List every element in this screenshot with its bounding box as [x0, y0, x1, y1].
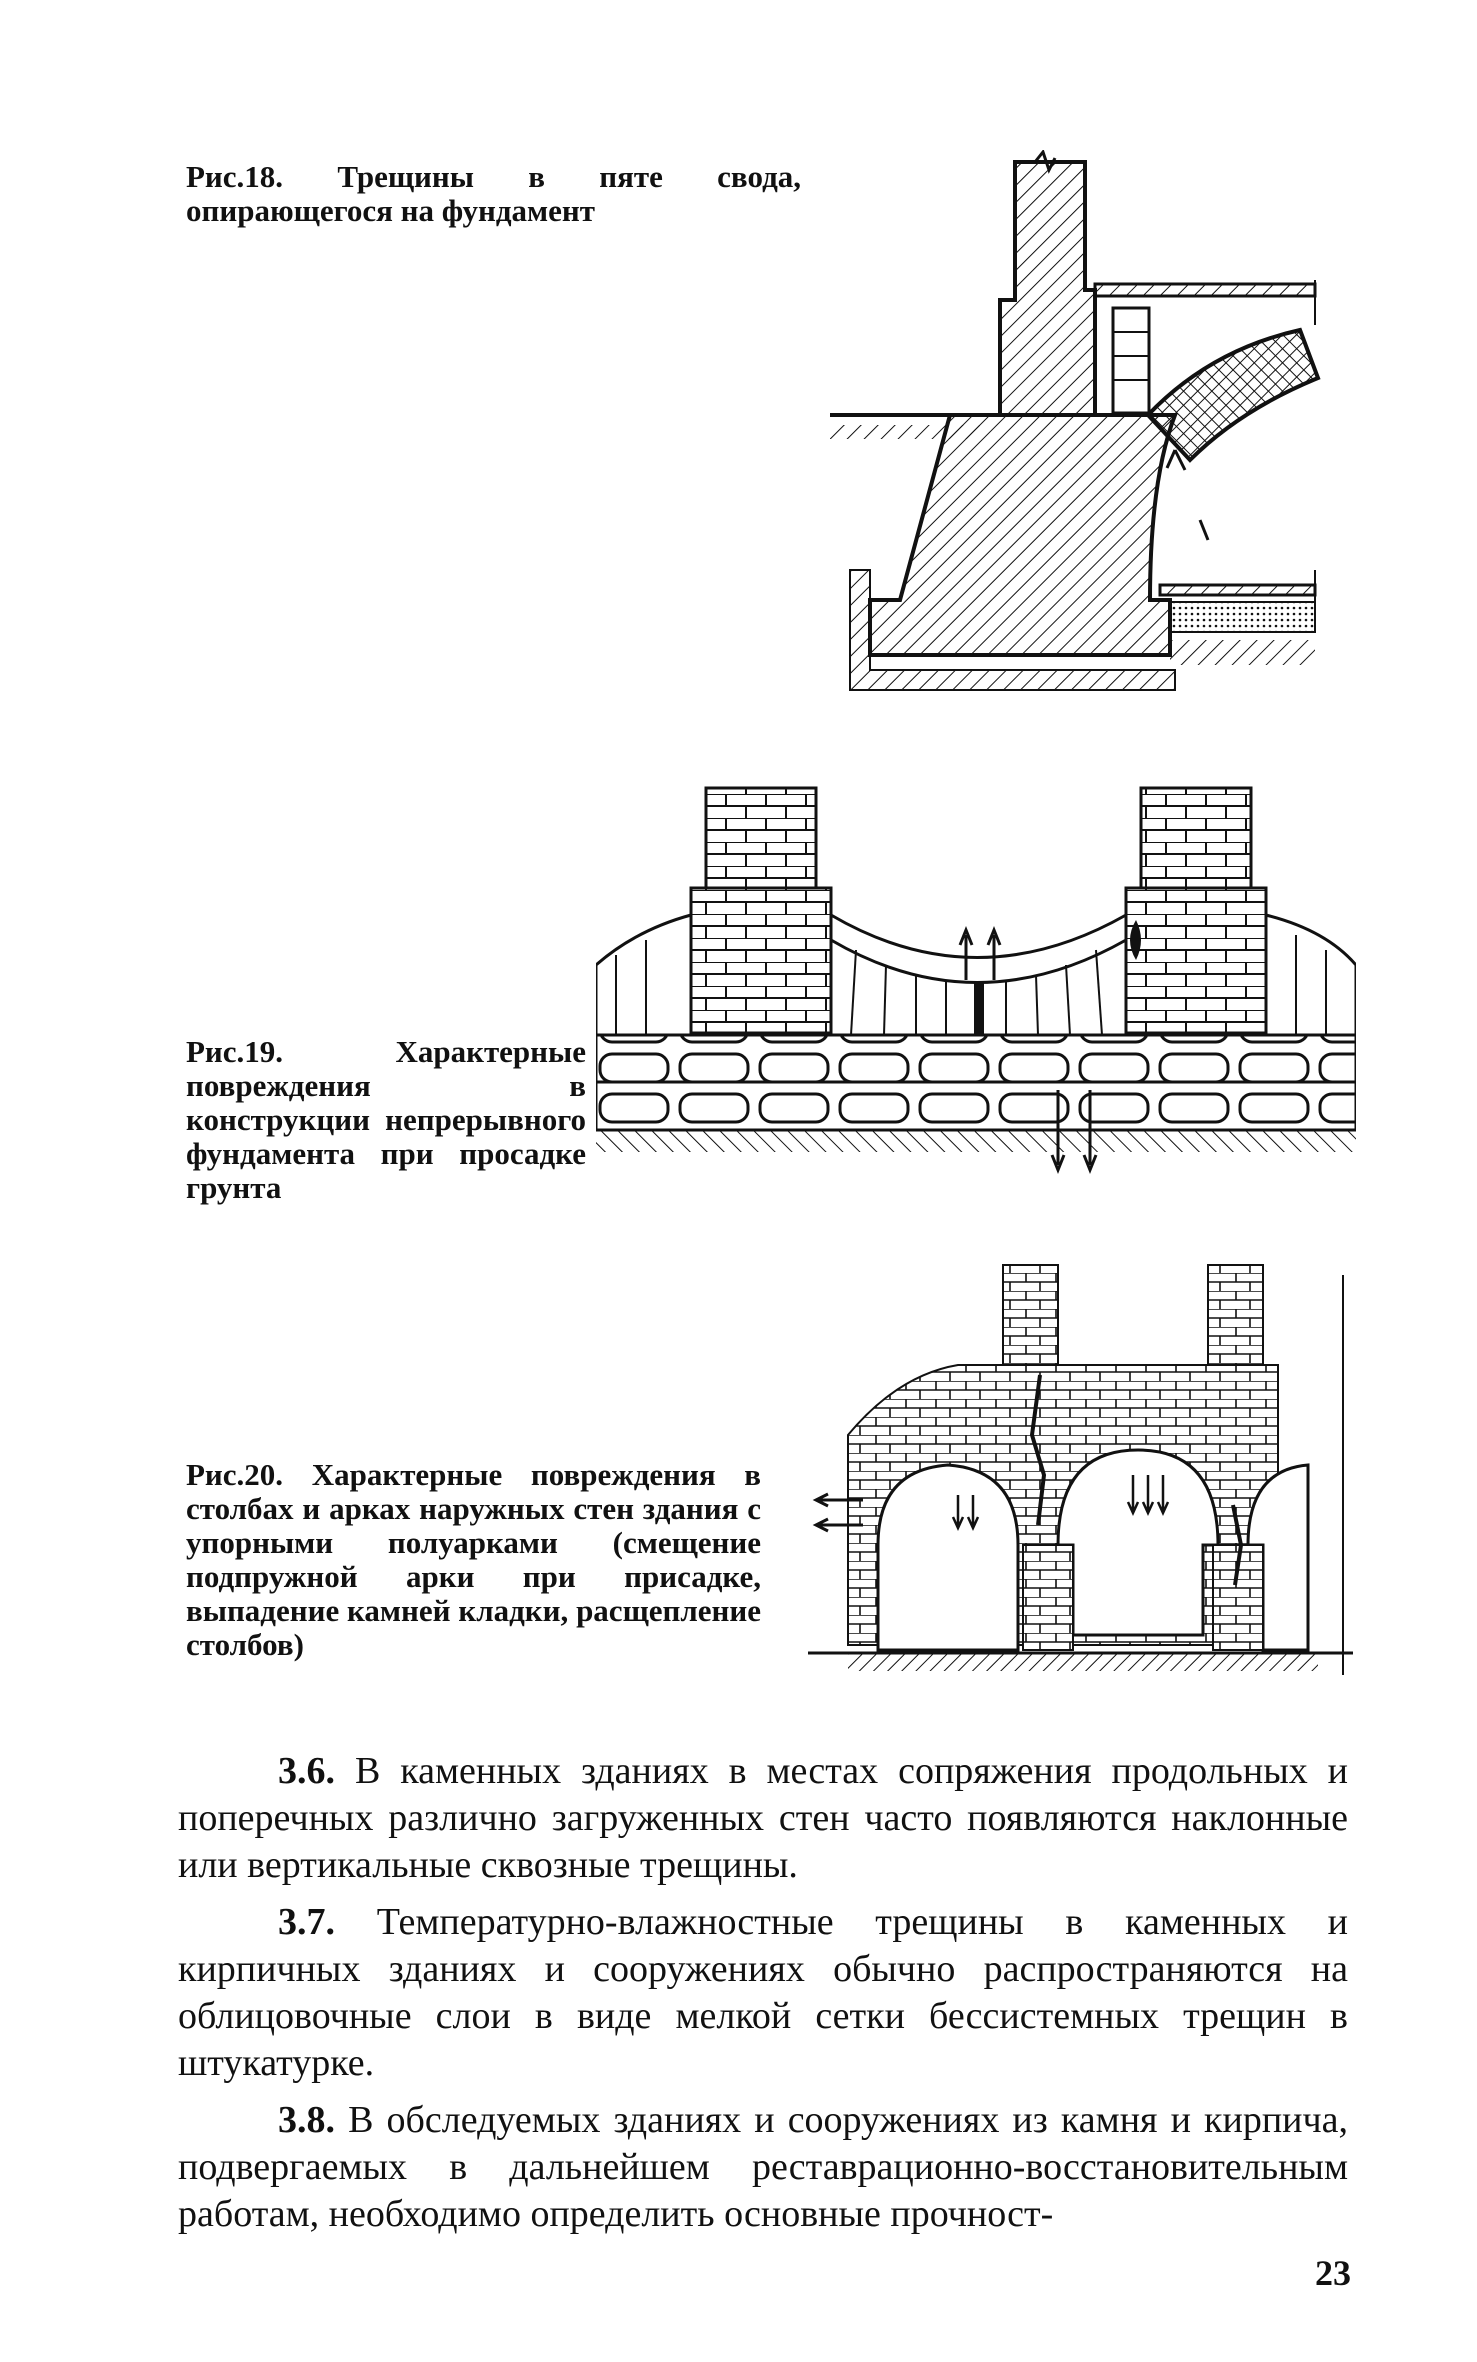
figure-18-caption [186, 160, 801, 228]
paragraph-text: В обследуемых зданиях и сооружениях из камня и кирпича, подвергаемых в дальнейшем реставрационно-восстановительным работам, необходимо определить основные прочност- [178, 2099, 1348, 2235]
figure-19-label: Рис.19. [186, 1034, 284, 1069]
figure-20-caption [186, 1458, 761, 1662]
figure-20-text: Характерные повреждения в столбах и арках наружных стен здания с упорными полуарками (смещение подпружной арки при присадке, выпадение камней кладки, расщепление столбов) [186, 1457, 761, 1662]
figure-20-label: Рис.20. [186, 1457, 284, 1492]
body-text [178, 1748, 1348, 2248]
paragraph-number: 3.7. [278, 1901, 335, 1943]
paragraph-text: Температурно-влажностные трещины в каменных и кирпичных зданиях и сооружениях обычно распространяются на облицовочные слои в виде мелкой сетки бессистемных трещин в штукатурке. [178, 1901, 1349, 2084]
figure-18-label: Рис.18. [186, 159, 284, 194]
paragraph-3-7 [178, 1899, 1348, 2087]
paragraph-text: В каменных зданиях в местах сопряжения продольных и поперечных различно загруженных стен часто появляются наклонные или вертикальные сквозные трещины. [178, 1750, 1349, 1886]
paragraph-3-6 [178, 1748, 1348, 1889]
figure-19-text: Характерные повреждения в конструкции непрерывного фундамента при просадке грунта [186, 1034, 586, 1205]
figure-18-drawing [830, 150, 1350, 740]
figure-19-caption [186, 1035, 586, 1205]
figure-18-text: Трещины в пяте свода, опирающегося на фундамент [186, 159, 801, 228]
paragraph-number: 3.8. [278, 2099, 335, 2141]
figure-20-drawing [808, 1255, 1353, 1680]
page-number: 23 [1315, 2253, 1351, 2293]
figure-19-drawing [596, 770, 1356, 1180]
paragraph-3-8 [178, 2097, 1348, 2238]
paragraph-number: 3.6. [278, 1750, 335, 1792]
